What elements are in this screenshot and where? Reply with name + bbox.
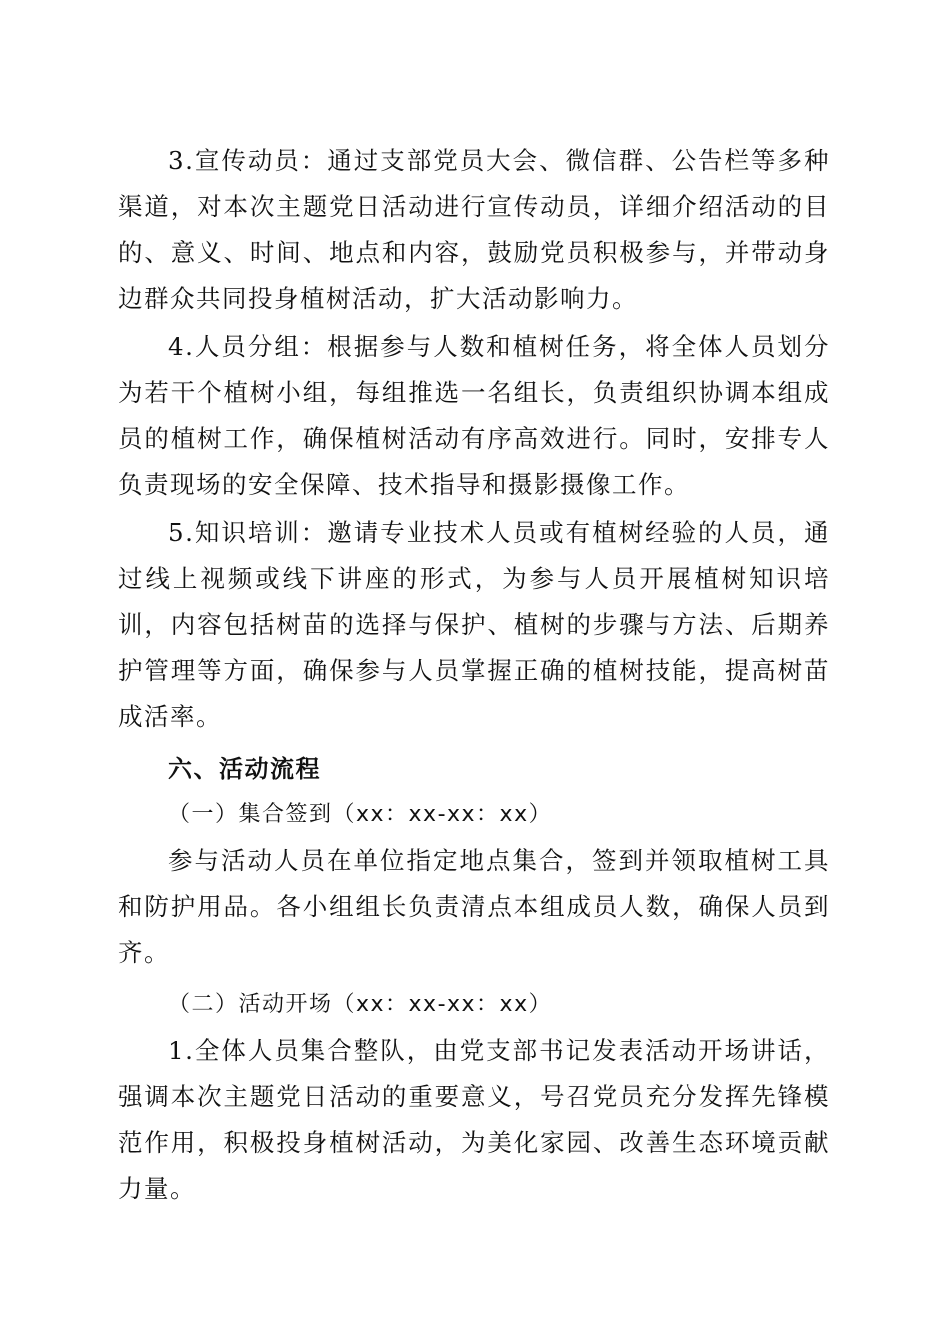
paragraph-publicity-mobilization: 3.宣传动员：通过支部党员大会、微信群、公告栏等多种渠道，对本次主题党日活动进行宣传动员，详细介绍活动的目的、意义、时间、地点和内容，鼓励党员积极参与，并带动身边群众共同投身植树活动，扩大活动影响力。: [118, 146, 830, 313]
paragraph-knowledge-training: 5.知识培训：邀请专业技术人员或有植树经验的人员，通过线上视频或线下讲座的形式，为参与人员开展植树知识培训，内容包括树苗的选择与保护、植树的步骤与方法、后期养护管理等方面，确保参与人员掌握正确的植树技能，提高树苗成活率。: [118, 518, 830, 731]
paragraph-activity-opening: 1.全体人员集合整队，由党支部书记发表活动开场讲话，强调本次主题党日活动的重要意义，号召党员充分发挥先锋模范作用，积极投身植树活动，为美化家园、改善生态环境贡献力量。: [118, 1036, 830, 1203]
document-body: [118, 138, 830, 1212]
subheading-gathering-checkin: （一）集合签到（xx：xx-xx：xx）: [168, 802, 553, 827]
paragraph-gathering-checkin: 参与活动人员在单位指定地点集合，签到并领取植树工具和防护用品。各小组组长负责清点本组成员人数，确保人员到齐。: [118, 846, 830, 967]
paragraph-personnel-grouping: 4.人员分组：根据参与人数和植树任务，将全体人员划分为若干个植树小组，每组推选一名组长，负责组织协调本组成员的植树工作，确保植树活动有序高效进行。同时，安排专人负责现场的安全保障、技术指导和摄影摄像工作。: [118, 332, 830, 499]
subheading-activity-opening: （二）活动开场（xx：xx-xx：xx）: [168, 992, 553, 1017]
section-heading-activity-process: 六、活动流程: [168, 755, 321, 783]
